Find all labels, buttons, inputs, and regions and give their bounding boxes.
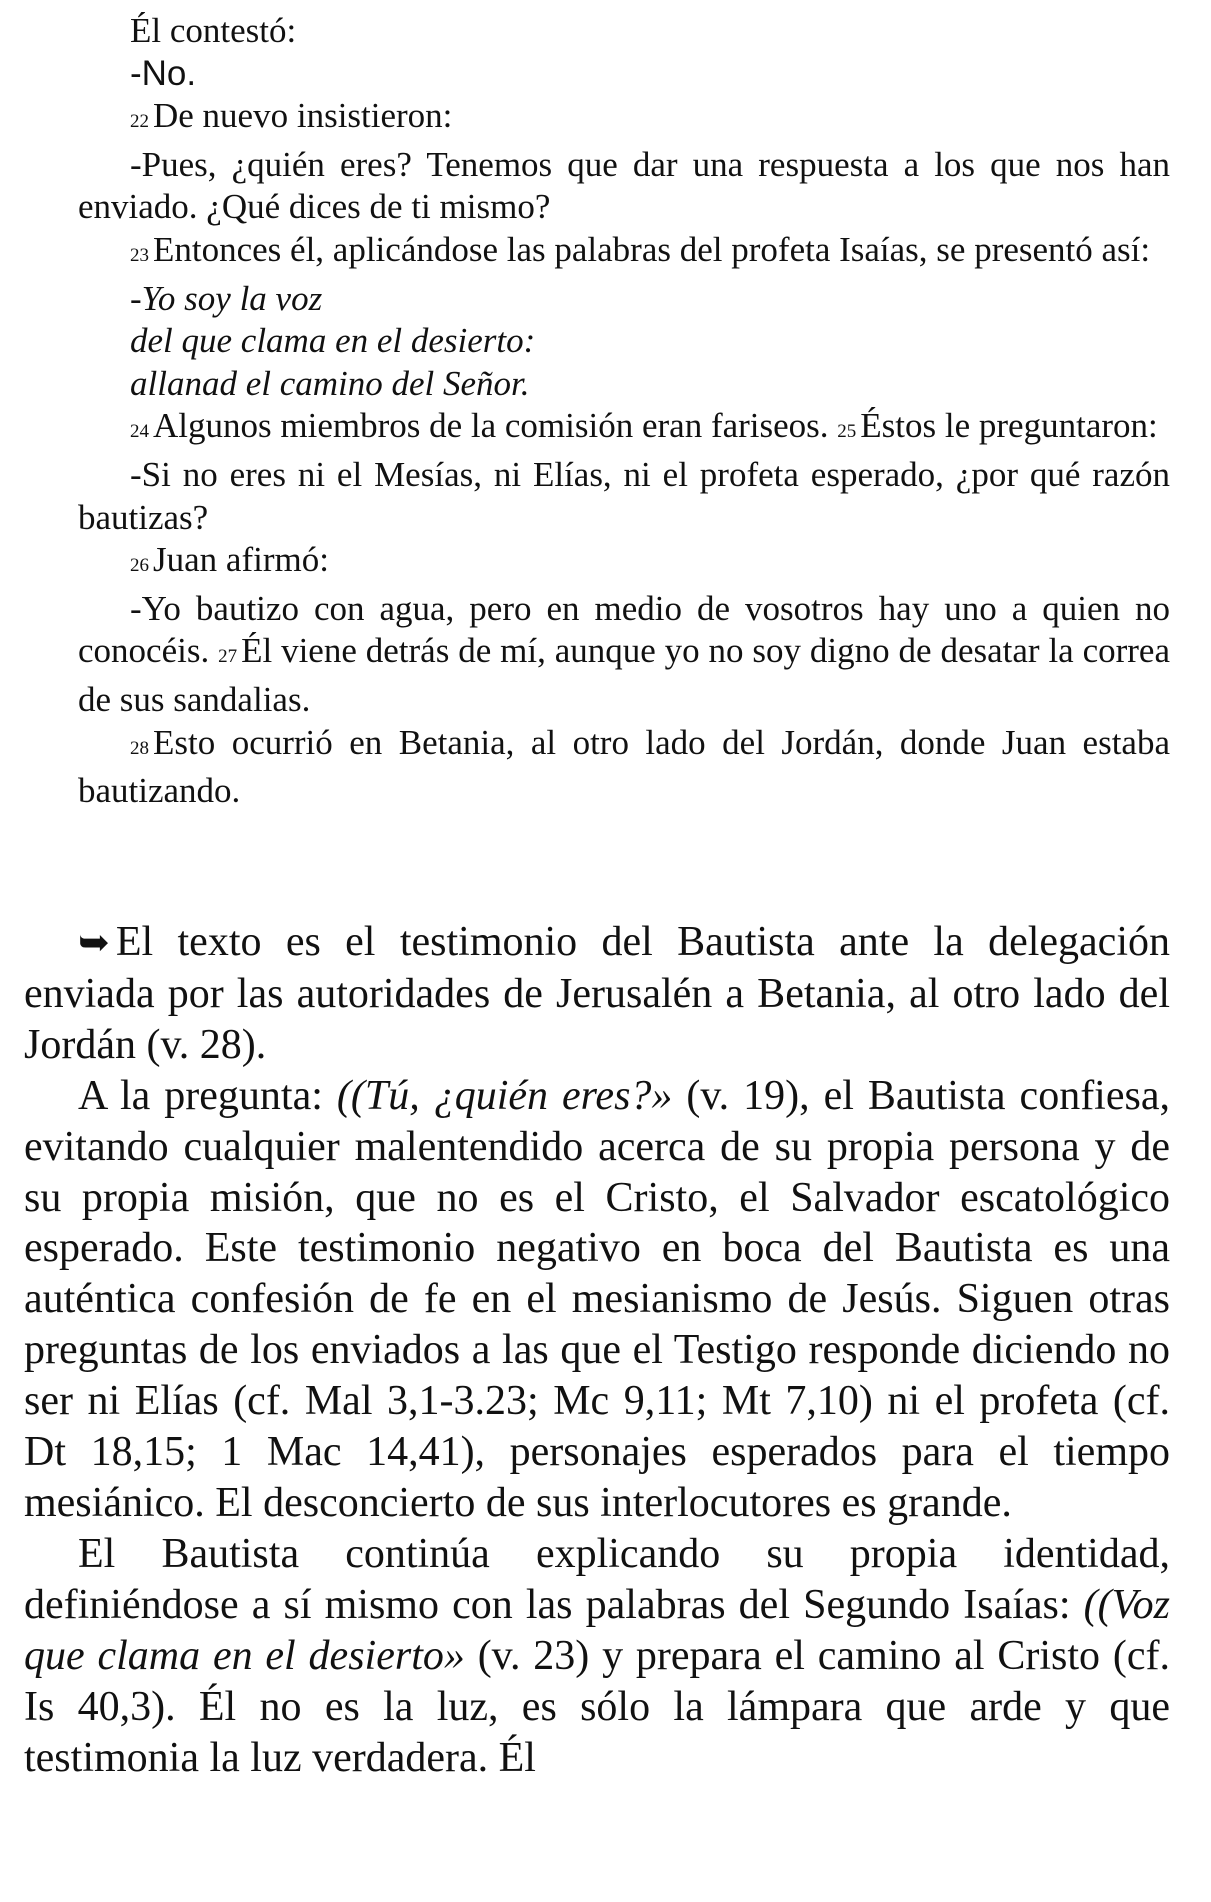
commentary-text: (v. 23) y prepara el camino al Cristo (cf. Is 40,3). Él no es la luz, es sólo la lámpara que arde y que testimonia la luz verdadera. Él <box>24 1632 1170 1781</box>
verse-text: Entonces él, aplicándose las palabras del profeta Isaías, se presentó así: <box>153 229 1151 269</box>
verse-text: Juan afirmó: <box>153 540 329 580</box>
arrow-right-icon: ➥ <box>78 922 110 964</box>
bible-line: Él contestó: <box>130 11 297 50</box>
quote: ((Voz que clama en el desierto» <box>24 1581 1170 1679</box>
commentary-paragraph <box>24 917 1170 1071</box>
verse-text: De nuevo insistieron: <box>153 96 453 136</box>
commentary <box>24 917 1170 1783</box>
bible-passage <box>78 10 1170 813</box>
commentary-paragraph <box>24 1529 1170 1784</box>
verse-24-25 <box>78 405 1170 454</box>
verse-number: 24 <box>130 421 149 443</box>
poem-dash: - <box>130 278 142 318</box>
quote: ((Tú, ¿quién eres?» <box>336 1072 673 1119</box>
commentary-text: (v. 19), el Bautista confiesa, evitando cualquier malentendido acerca de su propia persona y de su propia misión, que no es el Cristo, el Salvador escatológico esperado. Este testimonio negativo en boca del Bautista es una auténtica confesión de fe en el mesianismo de Jesús. Siguen otras preguntas de los enviados a las que el Testigo responde diciendo no ser ni Elías (cf. Mal 3,1-3.23; Mc 9,11; Mt 7,10) ni el profeta (cf. Dt 18,15; 1 Mac 14,41), personajes esperados para el tiempo mesiánico. El desconcierto de sus interlocutores es grande. <box>24 1072 1170 1526</box>
verse-number: 27 <box>218 646 238 668</box>
commentary-text: A la pregunta: <box>78 1072 337 1119</box>
verse-number: 23 <box>130 244 149 266</box>
verse-28 <box>78 722 1170 813</box>
verse-text: Algunos miembros de la comisión eran fariseos. <box>153 406 829 446</box>
poem-text: Yo soy la voz <box>141 278 323 318</box>
bible-line: -Pues, ¿quién eres? Tenemos que dar una respuesta a los que nos han enviado. ¿Qué dices de ti mismo? <box>78 144 1170 227</box>
verse-26 <box>78 539 1170 588</box>
commentary-text: El texto es el testimonio del Bautista ante la delegación enviada por las autoridades de Jerusalén a Betania, al otro lado del Jordán (v. 28). <box>24 919 1170 1068</box>
poem-line: allanad el camino del Señor. <box>130 363 530 403</box>
verse-27 <box>78 588 1170 722</box>
verse-23 <box>78 229 1170 278</box>
bible-line: -No. <box>130 53 197 93</box>
commentary-text: El Bautista continúa explicando su propia identidad, definiéndose a sí mismo con las palabras del Segundo Isaías: <box>24 1530 1170 1628</box>
verse-number: 28 <box>130 737 149 759</box>
poem-line: del que clama en el desierto: <box>130 321 536 361</box>
verse-number: 25 <box>837 421 857 443</box>
verse-number: 22 <box>130 111 149 133</box>
bible-line: -Si no eres ni el Mesías, ni Elías, ni el profeta esperado, ¿por qué razón bautizas? <box>78 454 1170 537</box>
verse-number: 26 <box>130 555 149 577</box>
commentary-paragraph <box>24 1071 1170 1529</box>
poem-line <box>78 278 1170 321</box>
verse-text: Él viene detrás de mí, aunque yo no soy digno de desatar la correa de sus sandalias. <box>78 631 1170 719</box>
verse-text: Esto ocurrió en Betania, al otro lado del Jordán, donde Juan estaba bautizando. <box>78 722 1170 811</box>
verse-text: Éstos le preguntaron: <box>860 406 1158 446</box>
bible-line: -Yo bautizo con agua, pero en medio de vosotros hay uno a quien no conocéis. <box>78 588 1170 671</box>
verse-22 <box>78 95 1170 144</box>
